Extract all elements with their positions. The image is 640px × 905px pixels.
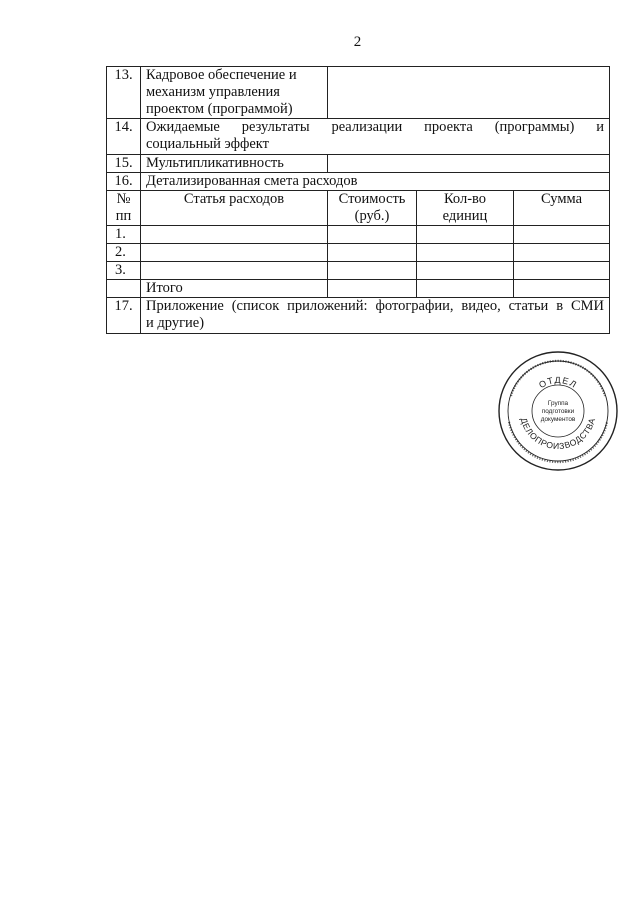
stamp-line: Группа bbox=[547, 400, 569, 407]
budget-row bbox=[107, 226, 610, 244]
header-qty: Кол-во единиц bbox=[417, 191, 514, 226]
row-label bbox=[141, 119, 610, 155]
sum-cell bbox=[514, 226, 610, 244]
row-number: 17. bbox=[107, 298, 141, 334]
row-label: Приложение (список приложений: фотографии, видео, статьи в СМИ и другие) bbox=[141, 298, 610, 334]
header-cost: Стоимость (руб.) bbox=[328, 191, 417, 226]
table-row bbox=[107, 298, 610, 334]
cost-cell bbox=[328, 262, 417, 280]
row-label: Детализированная смета расходов bbox=[141, 173, 610, 191]
table-row bbox=[107, 119, 610, 155]
total-label: Итого bbox=[141, 280, 328, 298]
item-cell bbox=[141, 226, 328, 244]
label-word: Ожидаемые bbox=[146, 119, 220, 135]
qty-cell bbox=[417, 244, 514, 262]
label-word: и bbox=[596, 119, 604, 135]
row-label: Мультипликативность bbox=[141, 155, 328, 173]
label-word: проекта bbox=[424, 119, 473, 135]
row-number: 2. bbox=[107, 244, 141, 262]
row-number: 14. bbox=[107, 119, 141, 155]
label-line: и другие) bbox=[146, 315, 205, 331]
page-number: 2 bbox=[353, 34, 362, 50]
empty-cell bbox=[328, 67, 610, 119]
budget-total-row bbox=[107, 280, 610, 298]
header-sum: Сумма bbox=[514, 191, 610, 226]
item-cell bbox=[141, 244, 328, 262]
row-number: 15. bbox=[107, 155, 141, 173]
cost-cell bbox=[328, 244, 417, 262]
qty-cell bbox=[417, 280, 514, 298]
empty-cell bbox=[328, 155, 610, 173]
label-line: механизм управления bbox=[146, 84, 280, 100]
stamp-line: документов bbox=[540, 416, 576, 423]
label-word: реализации bbox=[331, 119, 403, 135]
sum-cell bbox=[514, 262, 610, 280]
empty-cell bbox=[107, 280, 141, 298]
row-number: 13. bbox=[107, 67, 141, 119]
sum-cell bbox=[514, 244, 610, 262]
label-word: (программы) bbox=[494, 119, 575, 135]
label-line: социальный эффект bbox=[146, 136, 269, 152]
stamp-line: подготовки bbox=[541, 408, 575, 415]
office-stamp bbox=[497, 350, 619, 472]
label-word: результаты bbox=[241, 119, 310, 135]
cost-cell bbox=[328, 226, 417, 244]
item-cell bbox=[141, 262, 328, 280]
table-row bbox=[107, 173, 610, 191]
sum-cell bbox=[514, 280, 610, 298]
label-line: Кадровое обеспечение и bbox=[146, 67, 297, 83]
budget-header-row bbox=[107, 191, 610, 226]
label-line: проектом (программой) bbox=[146, 101, 293, 117]
application-form-table bbox=[106, 66, 610, 334]
stamp-arc-top: ОТДЕЛ bbox=[537, 374, 579, 391]
stamp-arc-bottom: ДЕЛОПРОИЗВОДСТВА bbox=[518, 416, 598, 452]
qty-cell bbox=[417, 262, 514, 280]
header-item: Статья расходов bbox=[141, 191, 328, 226]
row-number: 16. bbox=[107, 173, 141, 191]
row-number: 3. bbox=[107, 262, 141, 280]
cost-cell bbox=[328, 280, 417, 298]
table-row bbox=[107, 155, 610, 173]
table-row bbox=[107, 67, 610, 119]
svg-text:ОТДЕЛ bbox=[537, 375, 579, 390]
header-num: № пп bbox=[107, 191, 141, 226]
budget-row bbox=[107, 262, 610, 280]
qty-cell bbox=[417, 226, 514, 244]
row-number: 1. bbox=[107, 226, 141, 244]
row-label bbox=[141, 67, 328, 119]
budget-row bbox=[107, 244, 610, 262]
